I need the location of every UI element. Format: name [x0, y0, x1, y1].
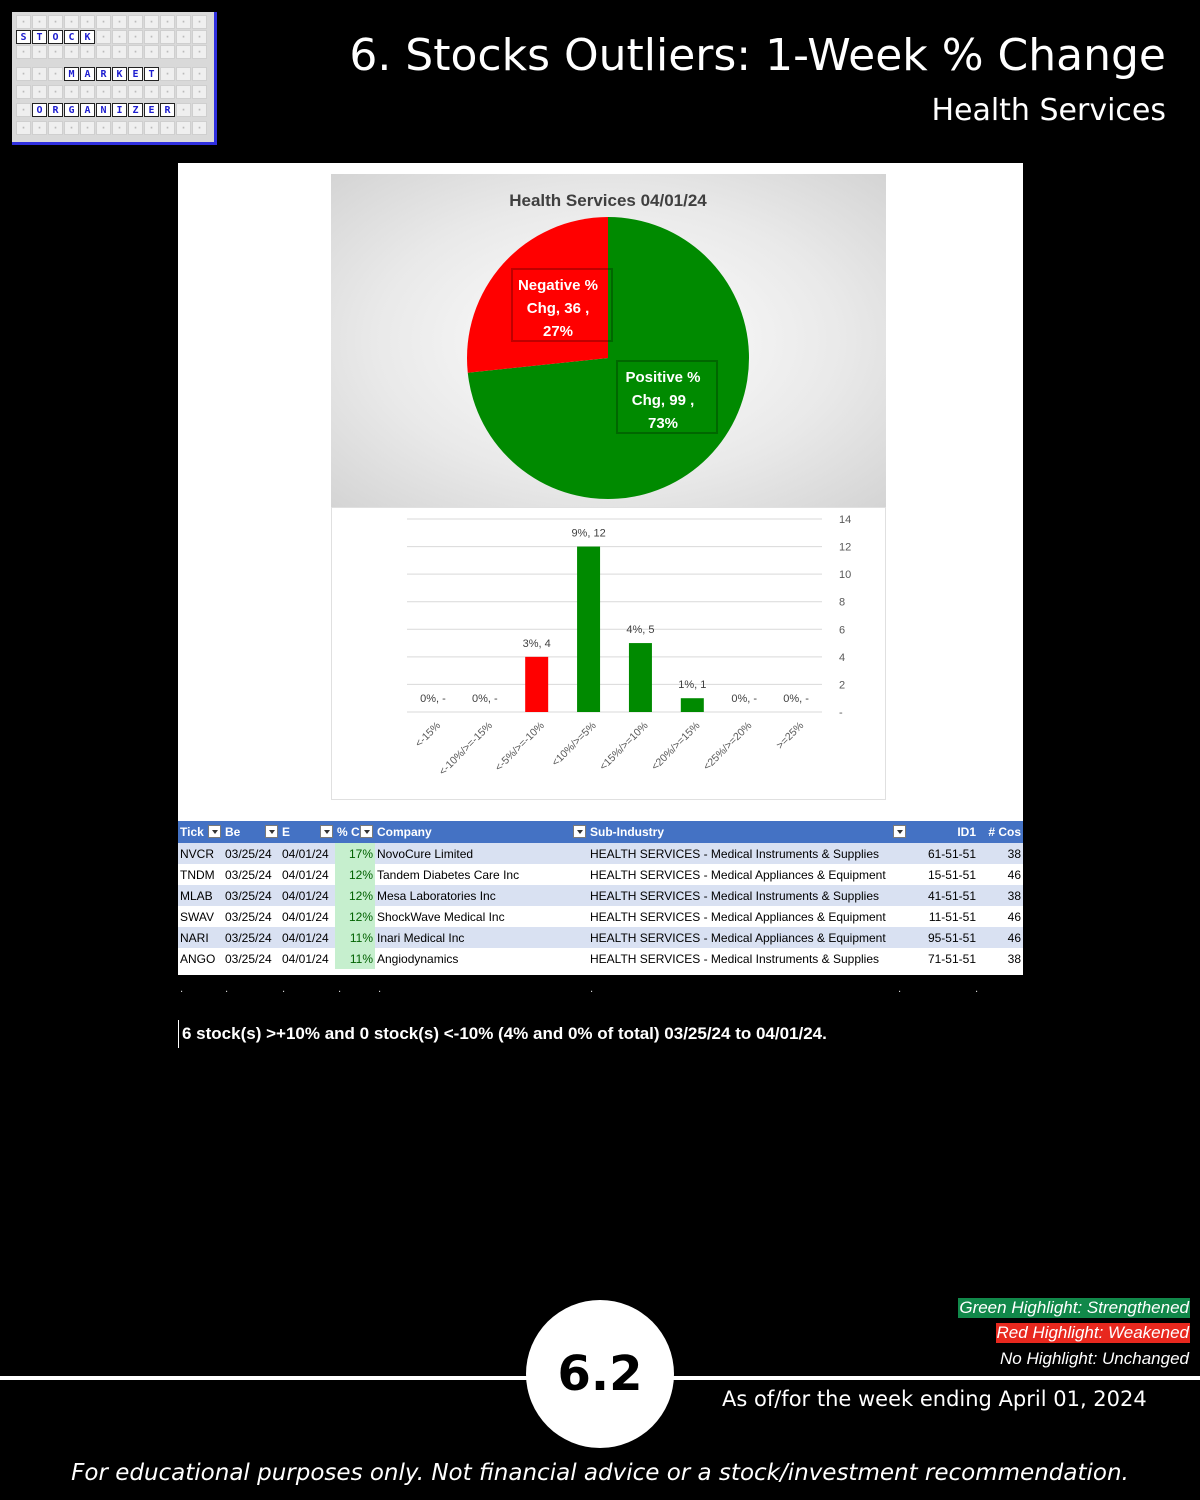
- page-subtitle: Health Services: [931, 93, 1166, 128]
- bar: [681, 698, 704, 712]
- bar-data-label: 4%, 5: [626, 624, 655, 637]
- column-header[interactable]: [978, 821, 1023, 843]
- logo-letter: R: [160, 103, 175, 117]
- column-header[interactable]: [908, 821, 978, 843]
- table-cell: Inari Medical Inc: [375, 927, 588, 948]
- logo-letter: K: [80, 30, 95, 44]
- logo-letter: R: [48, 103, 63, 117]
- column-header[interactable]: [280, 821, 335, 843]
- y-tick-label: 2: [839, 679, 846, 692]
- logo-letter: S: [16, 30, 31, 44]
- filter-dropdown-icon[interactable]: [265, 825, 278, 838]
- filter-dropdown-icon[interactable]: [573, 825, 586, 838]
- pie-label-line: Chg, 36 ,: [526, 300, 590, 317]
- table-cell: ANGO: [178, 948, 223, 969]
- pie-chart-svg: [331, 174, 886, 507]
- logo-letter: E: [128, 67, 143, 81]
- table-row: [178, 927, 1023, 948]
- as-of-date: As of/for the week ending April 01, 2024: [722, 1387, 1147, 1411]
- x-category-label: >=25%: [774, 719, 807, 752]
- column-header-label: Sub-Industry: [590, 825, 664, 839]
- x-category-label: <15%/>=10%: [597, 719, 651, 773]
- column-header[interactable]: [375, 821, 588, 843]
- column-header[interactable]: [588, 821, 908, 843]
- table-cell: TNDM: [178, 864, 223, 885]
- x-category-label: <-15%: [412, 719, 444, 750]
- table-cell: NVCR: [178, 843, 223, 864]
- filter-dropdown-icon[interactable]: [360, 825, 373, 838]
- table-row: [178, 843, 1023, 864]
- table-cell: HEALTH SERVICES - Medical Instruments & Supplies: [588, 843, 908, 864]
- page-title: 6. Stocks Outliers: 1-Week % Change: [349, 30, 1166, 81]
- logo-filler-row: · · · · · · · · · · · ·: [16, 45, 208, 59]
- column-header-label: Company: [377, 825, 432, 839]
- column-header[interactable]: [335, 821, 375, 843]
- filter-dropdown-icon[interactable]: [208, 825, 221, 838]
- bar: [629, 643, 652, 712]
- x-category-label: <-10%/>=-15%: [436, 719, 495, 778]
- table-cell: 46: [978, 906, 1023, 927]
- column-header[interactable]: [223, 821, 280, 843]
- legend-red-highlight: Red Highlight: Weakened: [996, 1323, 1189, 1342]
- table-row: [178, 864, 1023, 885]
- table-cell: 38: [978, 948, 1023, 969]
- column-header-label: ID1: [957, 825, 976, 839]
- table-cell: 11-51-51: [908, 906, 978, 927]
- table-cell: 04/01/24: [280, 885, 335, 906]
- bar-chart-svg: [332, 508, 885, 799]
- table-cell: 03/25/24: [223, 843, 280, 864]
- logo-filler-cell: ·: [192, 30, 207, 44]
- table-cell: 03/25/24: [223, 906, 280, 927]
- legend-no-highlight: No Highlight: Unchanged: [999, 1349, 1189, 1368]
- table-cell: 04/01/24: [280, 843, 335, 864]
- y-tick-label: 12: [839, 541, 852, 554]
- logo-filler-cell: ·: [176, 103, 191, 117]
- filter-dropdown-icon[interactable]: [320, 825, 333, 838]
- logo-filler-cell: ·: [32, 67, 47, 81]
- page-number-badge: 6.2: [526, 1300, 674, 1448]
- logo-filler-cell: ·: [160, 67, 175, 81]
- summary-text: 6 stock(s) >+10% and 0 stock(s) <-10% (4% and 0% of total) 03/25/24 to 04/01/24.: [178, 1020, 827, 1048]
- logo-letter: I: [112, 103, 127, 117]
- table-cell: 17%: [335, 843, 375, 864]
- x-category-label: <-5%/>=-10%: [492, 719, 547, 774]
- bar-data-label: 3%, 4: [522, 637, 551, 650]
- table-cell: 11%: [335, 927, 375, 948]
- table-header-row: [178, 821, 1023, 843]
- pie-label-line: Chg, 99 ,: [631, 392, 695, 409]
- table-row: [178, 906, 1023, 927]
- y-tick-label: 10: [839, 569, 852, 582]
- logo-filler-cell: ·: [128, 30, 143, 44]
- table-cell: 04/01/24: [280, 948, 335, 969]
- table-cell: Mesa Laboratories Inc: [375, 885, 588, 906]
- logo-filler-row: · · · · · · · · · · · ·: [16, 121, 208, 135]
- table-cell: 46: [978, 864, 1023, 885]
- logo-letter: G: [64, 103, 79, 117]
- table-cell: 71-51-51: [908, 948, 978, 969]
- y-tick-label: 4: [839, 651, 846, 664]
- pie-label-line: Positive %: [625, 369, 701, 386]
- logo-filler-cell: ·: [144, 30, 159, 44]
- logo-letter: O: [48, 30, 63, 44]
- disclaimer: For educational purposes only. Not financial advice or a stock/investment recommendation.: [71, 1460, 1129, 1486]
- table-cell: Tandem Diabetes Care Inc: [375, 864, 588, 885]
- table-filler-dots: . . . . . . . .: [180, 984, 979, 995]
- table-cell: 38: [978, 843, 1023, 864]
- table-cell: NovoCure Limited: [375, 843, 588, 864]
- table-cell: 12%: [335, 885, 375, 906]
- table-cell: 38: [978, 885, 1023, 906]
- table-cell: 03/25/24: [223, 885, 280, 906]
- logo-letter: M: [64, 67, 79, 81]
- table-cell: 03/25/24: [223, 864, 280, 885]
- bar: [577, 547, 600, 712]
- logo-letter: T: [144, 67, 159, 81]
- bar-data-label: 0%, -: [471, 693, 498, 705]
- column-header-label: Tick: [180, 825, 204, 839]
- y-tick-label: 6: [839, 624, 846, 637]
- bar-data-label: 0%, -: [783, 693, 809, 705]
- table-cell: HEALTH SERVICES - Medical Appliances & Equipment: [588, 906, 908, 927]
- logo-filler-row: · · · · · · · · · · · ·: [16, 85, 208, 99]
- stock-market-organizer-logo: [12, 12, 217, 145]
- logo-letter: K: [112, 67, 127, 81]
- logo-filler-row: · · · · · · · · · · · ·: [16, 15, 208, 29]
- table-cell: 12%: [335, 864, 375, 885]
- table-cell: 41-51-51: [908, 885, 978, 906]
- table-cell: 03/25/24: [223, 948, 280, 969]
- logo-letter: N: [96, 103, 111, 117]
- logo-letter: T: [32, 30, 47, 44]
- table-cell: SWAV: [178, 906, 223, 927]
- pie-label-line: 73%: [647, 415, 679, 432]
- report-panel: [178, 163, 1023, 975]
- logo-filler-cell: ·: [160, 30, 175, 44]
- table-cell: HEALTH SERVICES - Medical Appliances & Equipment: [588, 927, 908, 948]
- bar: [525, 657, 548, 712]
- table-cell: HEALTH SERVICES - Medical Instruments & Supplies: [588, 948, 908, 969]
- column-header[interactable]: [178, 821, 223, 843]
- pie-title: Health Services 04/01/24: [509, 191, 707, 210]
- logo-row-organizer: [16, 103, 208, 117]
- pie-chart: [331, 174, 886, 507]
- table-cell: 61-51-51: [908, 843, 978, 864]
- logo-letter: A: [80, 103, 95, 117]
- table-cell: 04/01/24: [280, 906, 335, 927]
- logo-filler-cell: ·: [16, 67, 31, 81]
- bar-chart: [331, 507, 886, 800]
- table-cell: NARI: [178, 927, 223, 948]
- logo-letter: A: [80, 67, 95, 81]
- column-header-label: # Cos: [988, 825, 1021, 839]
- pie-label-line: 27%: [542, 323, 574, 340]
- y-tick-label: 8: [839, 596, 846, 609]
- bar-data-label: 0%, -: [731, 693, 758, 705]
- column-header-label: Be: [225, 825, 241, 839]
- logo-filler-cell: ·: [176, 30, 191, 44]
- x-category-label: <10%/>=5%: [549, 719, 599, 769]
- legend-green-highlight: Green Highlight: Strengthened: [959, 1298, 1189, 1317]
- bar-data-label: 9%, 12: [571, 527, 606, 540]
- pie-slice: [467, 217, 608, 373]
- table-cell: 15-51-51: [908, 864, 978, 885]
- logo-filler-cell: ·: [176, 67, 191, 81]
- pie-label-line: Negative %: [517, 277, 599, 294]
- logo-letter: C: [64, 30, 79, 44]
- y-tick-label: -: [839, 707, 843, 719]
- bar-data-label: 0%, -: [420, 693, 446, 705]
- y-tick-label: 14: [839, 514, 852, 526]
- logo-filler-cell: ·: [48, 67, 63, 81]
- logo-filler-cell: ·: [16, 103, 31, 117]
- logo-letter: O: [32, 103, 47, 117]
- table-cell: ShockWave Medical Inc: [375, 906, 588, 927]
- table-cell: HEALTH SERVICES - Medical Instruments & Supplies: [588, 885, 908, 906]
- table-cell: 04/01/24: [280, 927, 335, 948]
- table-cell: 04/01/24: [280, 864, 335, 885]
- logo-filler-cell: ·: [112, 30, 127, 44]
- logo-letter: E: [144, 103, 159, 117]
- table-cell: MLAB: [178, 885, 223, 906]
- bar-data-label: 1%, 1: [678, 679, 707, 692]
- column-header-label: E: [282, 825, 291, 839]
- logo-letter: Z: [128, 103, 143, 117]
- table-row: [178, 885, 1023, 906]
- column-header-label: % C: [337, 825, 360, 839]
- x-category-label: <20%/>=15%: [649, 719, 703, 773]
- logo-filler-cell: ·: [96, 30, 111, 44]
- table-cell: 95-51-51: [908, 927, 978, 948]
- table-cell: 11%: [335, 948, 375, 969]
- logo-filler-cell: ·: [192, 67, 207, 81]
- logo-row-market: [16, 67, 208, 81]
- table-body: [178, 843, 1023, 969]
- table-cell: HEALTH SERVICES - Medical Appliances & Equipment: [588, 864, 908, 885]
- table-cell: 12%: [335, 906, 375, 927]
- table-cell: Angiodynamics: [375, 948, 588, 969]
- table-row: [178, 948, 1023, 969]
- table-cell: 46: [978, 927, 1023, 948]
- filter-dropdown-icon[interactable]: [893, 825, 906, 838]
- table-cell: 03/25/24: [223, 927, 280, 948]
- logo-letter: R: [96, 67, 111, 81]
- logo-row-stock: [16, 30, 208, 44]
- outliers-table: [178, 821, 1023, 969]
- x-category-label: <25%/>=20%: [701, 719, 755, 773]
- logo-filler-cell: ·: [192, 103, 207, 117]
